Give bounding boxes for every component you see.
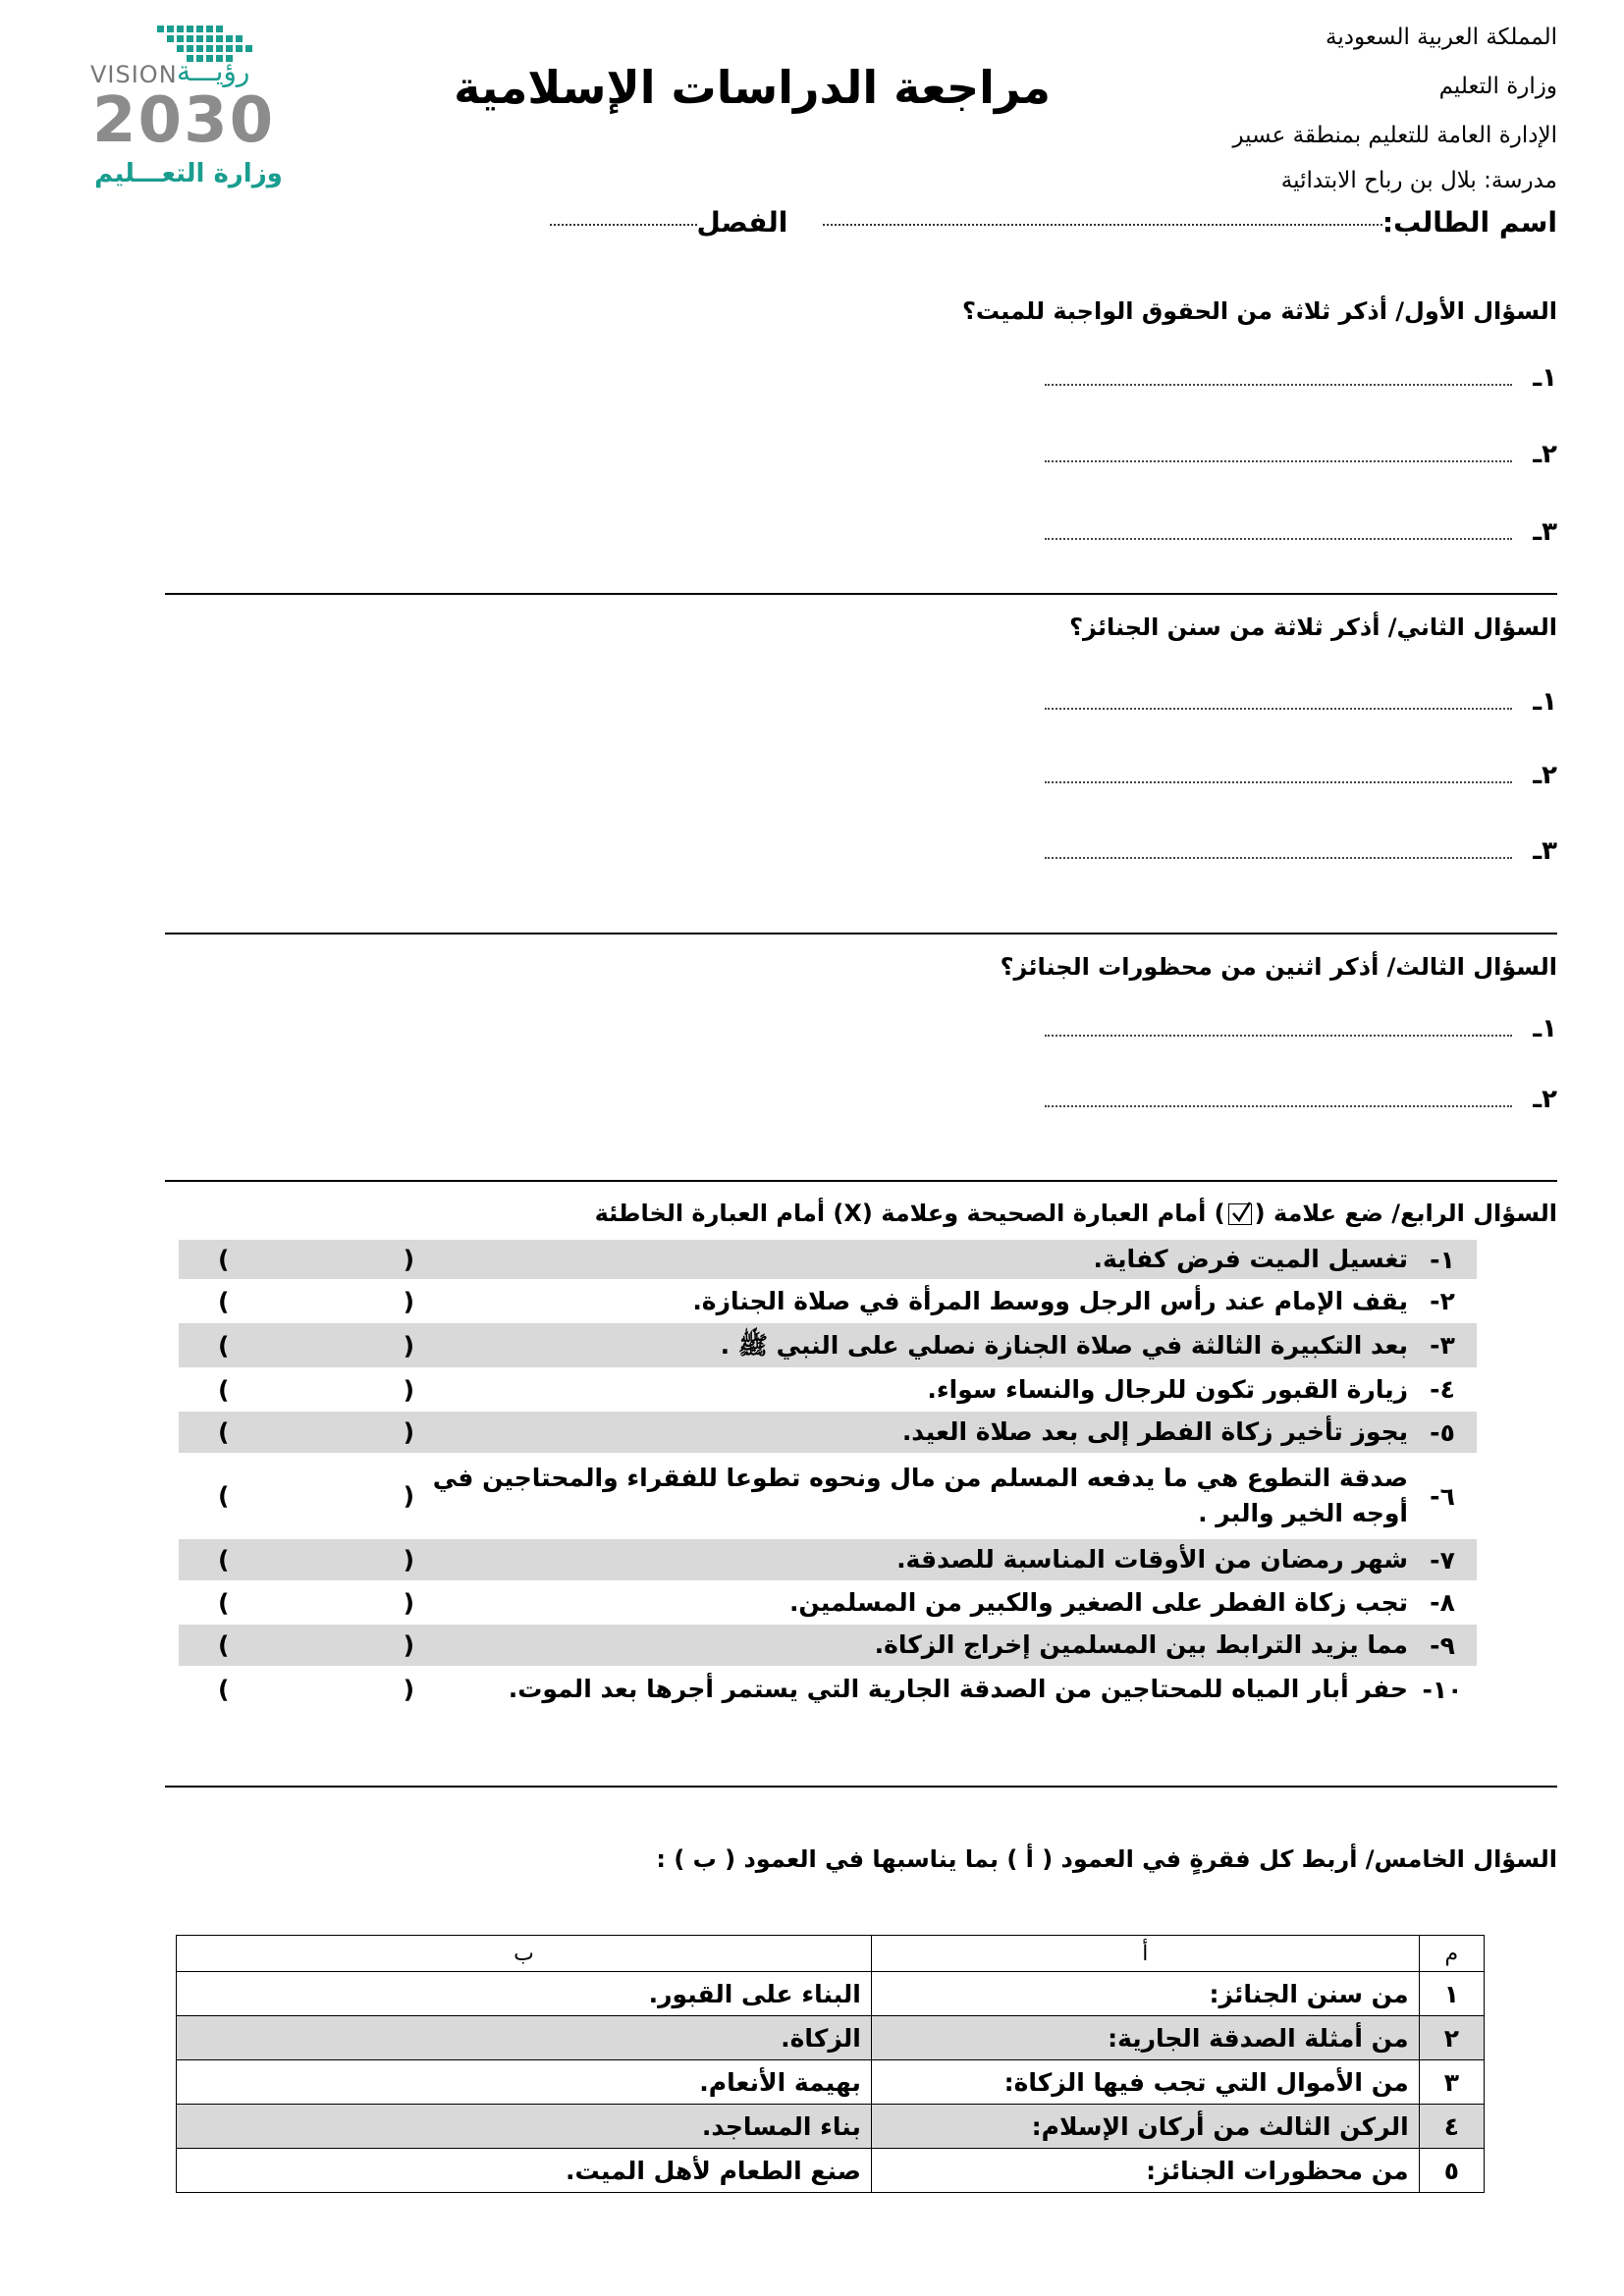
student-name-field[interactable] bbox=[823, 223, 1382, 226]
tf-item-1 bbox=[179, 1240, 1477, 1279]
row-number: ٣ bbox=[1419, 2060, 1484, 2105]
section-divider bbox=[165, 1786, 1557, 1788]
tf-item-10 bbox=[179, 1666, 1477, 1713]
header-ministry: وزارة التعليم bbox=[1438, 74, 1557, 99]
col-header-b: ب bbox=[177, 1936, 872, 1972]
column-b-cell: البناء على القبور. bbox=[177, 1972, 872, 2016]
q4-text-b: ) أمام العبارة الصحيحة وعلامة (X) أمام العبارة الخاطئة bbox=[594, 1200, 1225, 1227]
q4-text-a: السؤال الرابع/ ضع علامة ( bbox=[1254, 1200, 1557, 1227]
answer-parens[interactable]: ( ) bbox=[218, 1545, 414, 1575]
tf-item-number: ٢- bbox=[1430, 1287, 1455, 1315]
tf-item-6 bbox=[179, 1453, 1477, 1539]
answer-line[interactable] bbox=[1045, 1105, 1512, 1107]
header-department: الإدارة العامة للتعليم بمنطقة عسير bbox=[1232, 123, 1557, 148]
column-a-cell: من الأموال التي تجب فيها الزكاة: bbox=[871, 2060, 1419, 2105]
column-b-cell: بناء المساجد. bbox=[177, 2105, 872, 2149]
logo-vision-label: VISION bbox=[90, 61, 178, 88]
tf-item-3 bbox=[179, 1323, 1477, 1367]
column-b-cell: الزكاة. bbox=[177, 2016, 872, 2060]
answer-parens[interactable]: ( ) bbox=[218, 1375, 414, 1404]
tf-item-4 bbox=[179, 1367, 1477, 1412]
tf-item-8 bbox=[179, 1580, 1477, 1625]
answer-number: ١ـ bbox=[1533, 687, 1557, 717]
answer-line[interactable] bbox=[1045, 384, 1512, 386]
q2-answer-3 bbox=[1045, 836, 1557, 866]
tf-item-7 bbox=[179, 1539, 1477, 1580]
column-b-cell: بهيمة الأنعام. bbox=[177, 2060, 872, 2105]
vision-2030-logo bbox=[90, 22, 316, 188]
matching-table bbox=[176, 1935, 1485, 2193]
tf-item-5 bbox=[179, 1412, 1477, 1453]
tf-item-2 bbox=[179, 1279, 1477, 1323]
col-header-m: م bbox=[1419, 1936, 1484, 1972]
tf-item-number: ١٠- bbox=[1422, 1675, 1463, 1704]
answer-parens[interactable]: ( ) bbox=[218, 1417, 414, 1447]
question-4 bbox=[595, 1200, 1557, 1227]
answer-number: ٣ـ bbox=[1533, 517, 1557, 547]
student-info-line bbox=[251, 206, 1557, 239]
tf-item-text: بعد التكبيرة الثالثة في صلاة الجنازة نصلي على النبي ﷺ . bbox=[720, 1330, 1408, 1360]
row-number: ٥ bbox=[1419, 2149, 1484, 2193]
question-3: السؤال الثالث/ أذكر اثنين من محظورات الجنائز؟ bbox=[1000, 953, 1557, 981]
row-number: ٤ bbox=[1419, 2105, 1484, 2149]
header-country: المملكة العربية السعودية bbox=[1326, 25, 1557, 50]
q1-answer-3 bbox=[1045, 517, 1557, 547]
logo-vision-ar: رؤيـــة bbox=[177, 55, 250, 87]
col-header-a: أ bbox=[871, 1936, 1419, 1972]
tf-item-number: ٦- bbox=[1430, 1481, 1455, 1511]
tf-item-text: تغسيل الميت فرض كفاية. bbox=[1093, 1245, 1408, 1273]
table-row bbox=[177, 2016, 1485, 2060]
tf-item-text: زيارة القبور تكون للرجال والنساء سواء. bbox=[927, 1374, 1408, 1404]
checkmark-icon bbox=[1228, 1203, 1252, 1225]
answer-number: ٣ـ bbox=[1533, 836, 1557, 866]
true-false-list bbox=[179, 1240, 1477, 1713]
row-number: ١ bbox=[1419, 1972, 1484, 2016]
tf-item-9 bbox=[179, 1625, 1477, 1666]
answer-parens[interactable]: ( ) bbox=[218, 1675, 414, 1704]
answer-number: ٢ـ bbox=[1533, 761, 1557, 790]
tf-item-number: ٣- bbox=[1430, 1331, 1455, 1360]
column-b-cell: صنع الطعام لأهل الميت. bbox=[177, 2149, 872, 2193]
header-school: مدرسة: بلال بن رباح الابتدائية bbox=[1280, 168, 1557, 193]
answer-parens[interactable]: ( ) bbox=[218, 1287, 414, 1315]
table-row bbox=[177, 2149, 1485, 2193]
tf-item-number: ٤- bbox=[1430, 1375, 1455, 1404]
answer-line[interactable] bbox=[1045, 460, 1512, 462]
tf-item-text: حفر أبار المياه للمحتاجين من الصدقة الجارية التي يستمر أجرها بعد الموت. bbox=[508, 1675, 1408, 1703]
section-divider bbox=[165, 1180, 1557, 1182]
column-a-cell: الركن الثالث من أركان الإسلام: bbox=[871, 2105, 1419, 2149]
tf-item-text: يجوز تأخير زكاة الفطر إلى بعد صلاة العيد. bbox=[901, 1417, 1408, 1446]
tf-item-number: ٧- bbox=[1430, 1545, 1455, 1575]
tf-item-number: ٩- bbox=[1430, 1630, 1455, 1660]
logo-year: 2030 bbox=[92, 84, 276, 157]
q3-answer-1 bbox=[1045, 1014, 1557, 1043]
student-name-label: اسم الطالب: bbox=[1381, 206, 1557, 239]
answer-number: ٢ـ bbox=[1533, 1085, 1557, 1114]
answer-line[interactable] bbox=[1045, 538, 1512, 540]
q3-answer-2 bbox=[1045, 1085, 1557, 1114]
table-row bbox=[177, 2060, 1485, 2105]
q2-answer-1 bbox=[1045, 687, 1557, 717]
table-row bbox=[177, 1972, 1485, 2016]
tf-item-number: ١- bbox=[1430, 1245, 1455, 1274]
answer-number: ١ـ bbox=[1533, 363, 1557, 393]
tf-item-text: مما يزيد الترابط بين المسلمين إخراج الزكاة. bbox=[874, 1630, 1408, 1659]
column-a-cell: من محظورات الجنائز: bbox=[871, 2149, 1419, 2193]
question-2: السؤال الثاني/ أذكر ثلاثة من سنن الجنائز؟ bbox=[1069, 614, 1557, 641]
q2-answer-2 bbox=[1045, 761, 1557, 790]
column-a-cell: من سنن الجنائز: bbox=[871, 1972, 1419, 2016]
class-label: الفصل bbox=[696, 206, 788, 239]
q1-answer-2 bbox=[1045, 440, 1557, 469]
class-field[interactable] bbox=[550, 223, 697, 226]
answer-parens[interactable]: ( ) bbox=[218, 1630, 414, 1660]
section-divider bbox=[165, 933, 1557, 934]
answer-line[interactable] bbox=[1045, 857, 1512, 859]
section-divider bbox=[165, 593, 1557, 595]
answer-number: ٢ـ bbox=[1533, 440, 1557, 469]
row-number: ٢ bbox=[1419, 2016, 1484, 2060]
page-title: مراجعة الدراسات الإسلامية bbox=[454, 61, 1051, 114]
table-header-row bbox=[177, 1936, 1485, 1972]
tf-item-text: شهر رمضان من الأوقات المناسبة للصدقة. bbox=[896, 1545, 1408, 1574]
answer-parens[interactable]: ( ) bbox=[218, 1588, 414, 1617]
answer-parens[interactable]: ( ) bbox=[218, 1331, 414, 1360]
logo-ministry: وزارة التعـــليم bbox=[94, 159, 283, 188]
question-5: السؤال الخامس/ أربط كل فقرةٍ في العمود ( أ ) بما يناسبها في العمود ( ب ) : bbox=[656, 1845, 1557, 1873]
table-row bbox=[177, 2105, 1485, 2149]
column-a-cell: من أمثلة الصدقة الجارية: bbox=[871, 2016, 1419, 2060]
answer-line[interactable] bbox=[1045, 1035, 1512, 1037]
tf-item-number: ٥- bbox=[1430, 1417, 1455, 1447]
answer-parens[interactable]: ( ) bbox=[218, 1481, 414, 1511]
tf-item-text: صدقة التطوع هي ما يدفعه المسلم من مال ونحوه تطوعا للفقراء والمحتاجين في أوجه الخير والبر . bbox=[432, 1464, 1408, 1527]
q1-answer-1 bbox=[1045, 363, 1557, 393]
tf-item-text: يقف الإمام عند رأس الرجل ووسط المرأة في صلاة الجنازة. bbox=[692, 1286, 1408, 1315]
answer-line[interactable] bbox=[1045, 781, 1512, 783]
answer-parens[interactable]: ( ) bbox=[218, 1245, 414, 1274]
answer-line[interactable] bbox=[1045, 708, 1512, 710]
tf-item-number: ٨- bbox=[1430, 1588, 1455, 1617]
question-1: السؤال الأول/ أذكر ثلاثة من الحقوق الواجبة للميت؟ bbox=[961, 297, 1557, 325]
tf-item-text: تجب زكاة الفطر على الصغير والكبير من المسلمين. bbox=[788, 1587, 1408, 1617]
answer-number: ١ـ bbox=[1533, 1014, 1557, 1043]
